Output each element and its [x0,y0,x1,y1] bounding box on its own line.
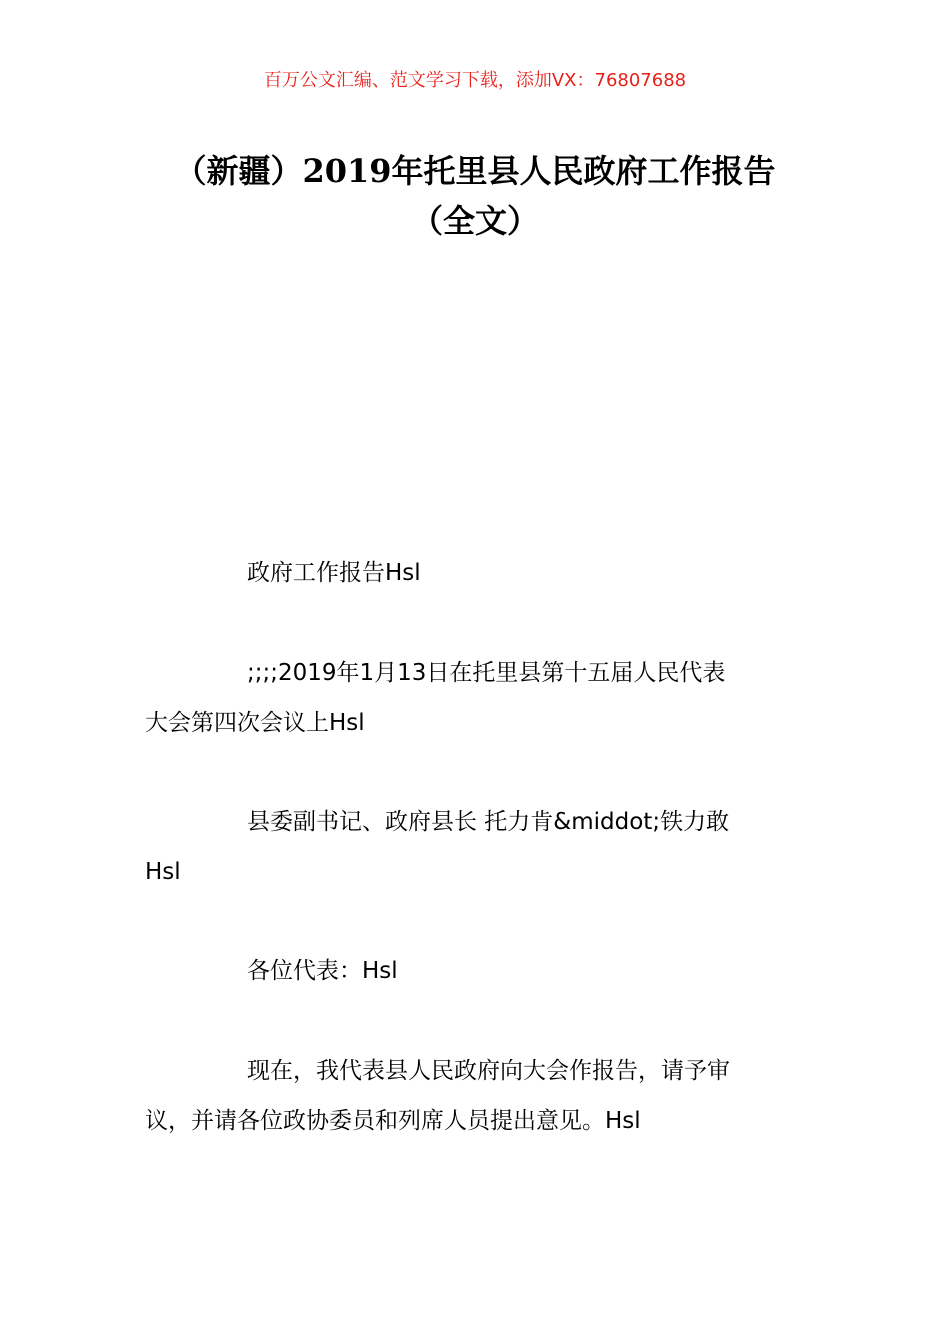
paragraph-line: 大会第四次会议上Hsl [145,710,365,736]
paragraph-line: 各位代表：Hsl [247,958,398,984]
paragraph-line: ;;;;2019年1月13日在托里县第十五届人民代表 [247,660,726,686]
paragraph-line: Hsl [145,859,181,885]
paragraph-meeting-date [145,648,810,748]
paragraph-line: 现在，我代表县人民政府向大会作报告，请予审 [247,1058,730,1084]
document-title [130,146,820,246]
paragraph-line: 县委副书记、政府县长 托力肯&middot;铁力敢 [247,809,730,835]
paragraph-line: 议，并请各位政协委员和列席人员提出意见。Hsl [145,1108,641,1134]
paragraph-opening [145,1046,810,1146]
header-promo-note: 百万公文汇编、范文学习下载，添加VX：76807688 [263,70,687,91]
paragraph-salutation [145,946,810,996]
paragraph-report-heading [145,548,810,598]
title-line-1: （新疆）2019年托里县人民政府工作报告 [174,152,776,190]
paragraph-speaker [145,797,810,897]
paragraph-line: 政府工作报告Hsl [247,560,421,586]
title-line-2: （全文） [410,202,539,240]
